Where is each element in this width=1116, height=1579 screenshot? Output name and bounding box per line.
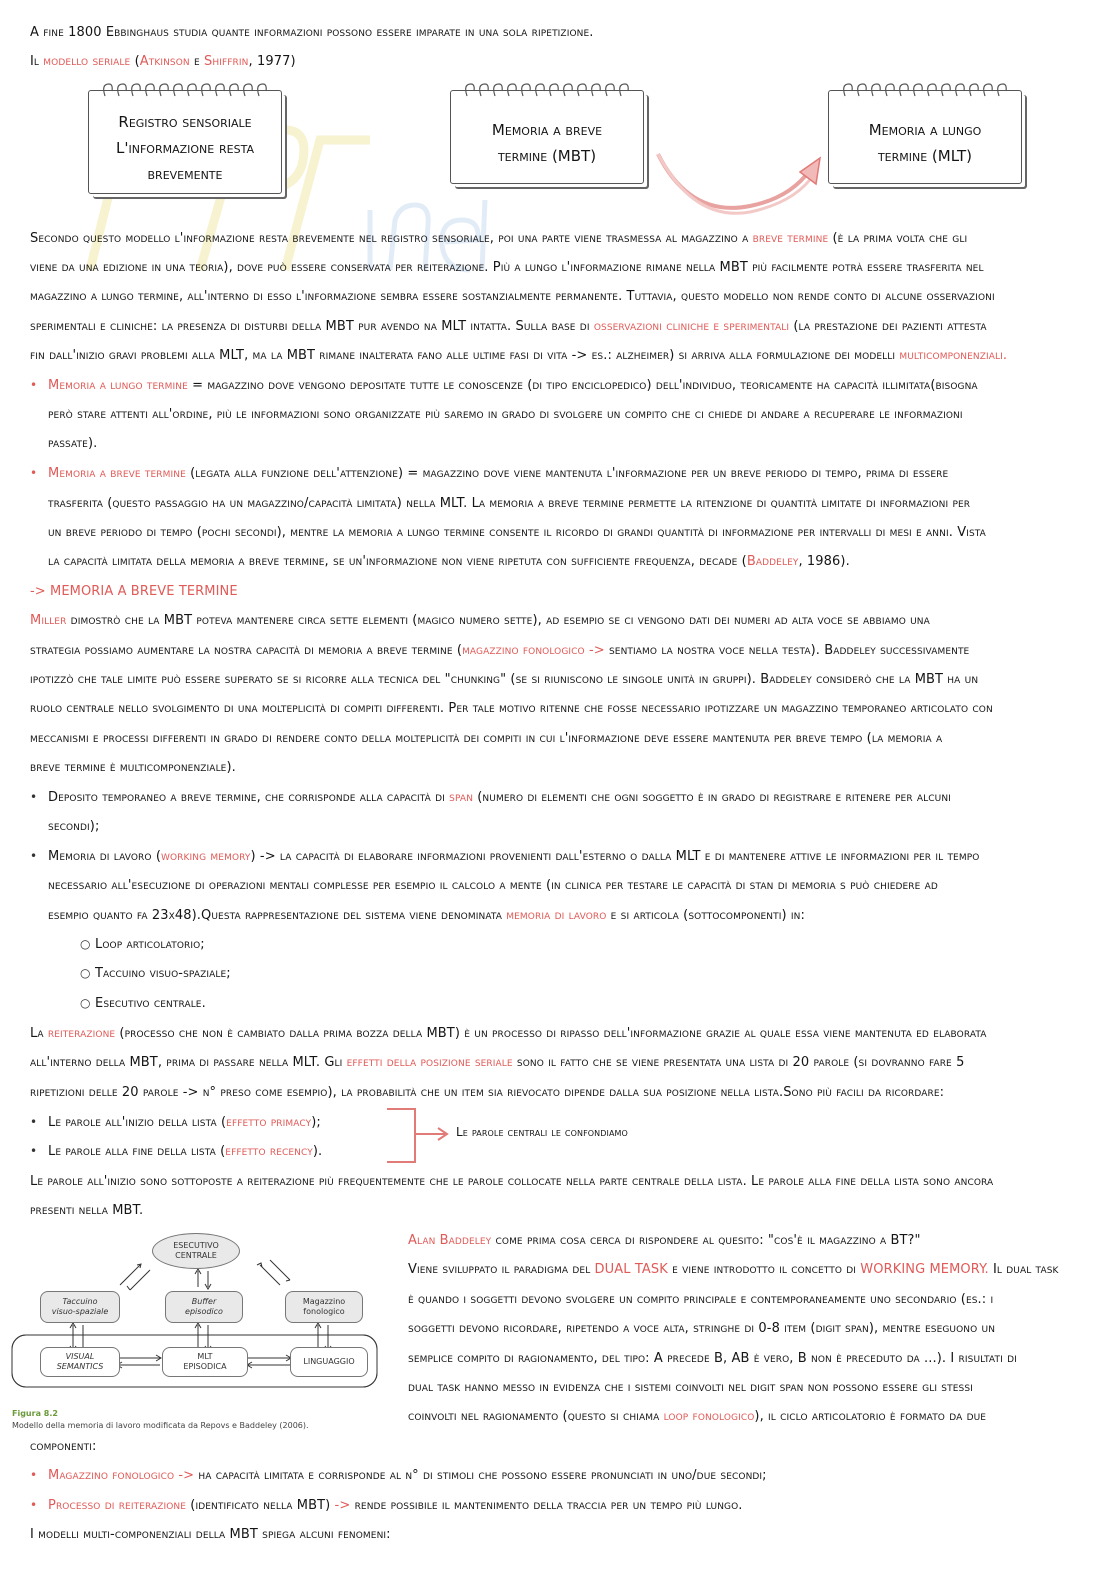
baddeley-line8: componenti: (30, 1439, 97, 1454)
baddeley-line2: Viene sviluppato il paradigma del DUAL TASK e viene introdotto il concetto di WORKING MEMORY. Il dual task (408, 1262, 1059, 1277)
box2-line1: Memoria a breve (491, 121, 603, 139)
baddeley-line6: dual task hanno messo in evidenza che i sistemi coinvolti nel digit span non possono essere gli stessi (408, 1380, 973, 1395)
spiral-rings-icon (839, 82, 1009, 98)
circle-bullet-icon: ○ (80, 937, 91, 951)
working-memory-figure (10, 1225, 390, 1430)
para2-line2: strategia possiamo aumentare la nostra capacità di memoria a breve termine (magazzino fonologico -> sentiamo la nostra voce nella testa). Baddeley successivamente (30, 643, 970, 658)
last-line: I modelli multi-componenziali della MBT spiega alcuni fenomeni: (30, 1527, 391, 1542)
para2-line5: meccanismi e processi differenti in grado di rendere conto della molteplicità dei compiti in cui l'informazione deve essere mantenuta per breve tempo (la memoria a (30, 731, 943, 746)
mlt-line3: passate). (48, 436, 98, 451)
bullet-icon: • (30, 790, 38, 804)
bullet-icon: • (30, 378, 38, 392)
deposito-line2: secondi); (48, 819, 100, 834)
para2-line4: ruolo centrale nello svolgimento di una molteplicità di compiti differenti. Per tale motivo ritenne che fosse necessario ipotizzare un magazzino temporaneo articolato con (30, 701, 993, 716)
intro-line-1: A fine 1800 Ebbinghaus studia quante informazioni possono essere imparate in una sola ripetizione. (30, 25, 594, 40)
baddeley-line4: soggetti devono ricordare, ripetendo a voce alta, stringhe di 0-8 item (digit span), mentre eseguono un (408, 1321, 996, 1336)
para1-line4: sperimentali e cliniche: la presenza di disturbi della MBT pur avendo na MLT intatta. Sulla base di osservazioni cliniche e sperimentali (la prestazione dei pazienti attesta (30, 319, 987, 334)
component-reiterazione: Processo di reiterazione (identificato nella MBT) -> rende possibile il mantenimento della traccia per un tempo più lungo. (48, 1498, 743, 1513)
spiral-rings-icon (99, 82, 269, 98)
box2-line2: termine (MBT) (497, 147, 597, 165)
node-linguaggio: LINGUAGGIO (290, 1347, 368, 1377)
box-mbt (450, 90, 644, 184)
box-mlt (828, 90, 1022, 184)
bullet-icon: • (30, 1115, 38, 1129)
circle-bullet-icon: ○ (80, 996, 91, 1010)
node-esecutivo-centrale: ESECUTIVO CENTRALE (152, 1233, 240, 1269)
para2-line6: breve termine è multicomponenziale). (30, 760, 236, 775)
para1-line3: magazzino a lungo termine, all'interno di esso l'informazione sembra essere sostanzialmente permanente. Tuttavia, questo modello non rende conto di alcune osservazioni (30, 289, 995, 304)
box3-line2: termine (MLT) (877, 147, 973, 165)
lavoro-line2: necessario all'esecuzione di operazioni mentali complesse per esempio il calcolo a mente (in clinica per testare le capacità di stan di memoria s può chiedere ad (48, 878, 938, 893)
node-magazzino: Magazzino fonologico (285, 1291, 363, 1323)
box-registro-sensoriale (88, 90, 282, 194)
sub-item-taccuino: Taccuino visuo-spaziale; (95, 966, 231, 981)
curved-arrow-icon (650, 140, 830, 230)
mlt-line2: però stare attenti all'ordine, più le informazioni sono organizzate più saremo in grado di svolgere un compito che ci chiede di andare a recuperare le informazioni (48, 407, 963, 422)
reiter-line2: all'interno della MBT, prima di passare nella MLT. Gli effetti della posizione seriale sono il fatto che se viene presentata una lista di 20 parole (si dovranno fare 5 (30, 1055, 965, 1070)
sub-item-loop: Loop articolatorio; (95, 937, 205, 952)
mbt-line1: Memoria a breve termine (legata alla funzione dell'attenzione) = magazzino dove viene mantenuta l'informazione per un breve periodo di tempo, prima di essere (48, 466, 949, 481)
box3-line1: Memoria a lungo (868, 121, 982, 139)
reiter-line5: presenti nella MBT. (30, 1203, 144, 1218)
deposito-line1: Deposito temporaneo a breve termine, che corrisponde alla capacità di span (numero di elementi che ogni soggetto è in grado di registrare e ritenere per alcuni (48, 790, 951, 805)
para1-line2: viene da una edizione in una teoria), dove può essere conservata per reiterazione. Più a lungo l'informazione rimane nella MBT più facilmente potrà essere trasferita nel (30, 260, 984, 275)
figure-caption-title: Figura 8.2 (12, 1409, 58, 1418)
reiter-line1: La reiterazione (processo che non è cambiato dalla prima bozza della MBT) è un processo di ripasso dell'informazione grazie al quale essa viene mantenuta ed elaborata (30, 1026, 987, 1041)
para1-line5: fin dall'inizio gravi problemi alla MLT, ma la MBT rimane inalterata fano alle ultime fasi di vita -> es.: alzheimer) si arriva alla formulazione dei modelli multicomponenziali. (30, 348, 1008, 363)
reiter-side-note: Le parole centrali le confondiamo (456, 1125, 628, 1139)
mbt-line4: la capacità limitata della memoria a breve termine, se un'informazione non viene ripetuta con sufficiente frequenza, decade (Baddeley, 1986). (48, 554, 850, 569)
node-mlt-episodica: MLT EPISODICA (162, 1347, 248, 1377)
figure-caption-text: Modello della memoria di lavoro modificata da Repovs e Baddeley (2006). (12, 1421, 309, 1430)
bullet-icon: • (30, 1498, 38, 1512)
reiter-bullet-primacy: Le parole all'inizio della lista (effetto primacy); (48, 1115, 321, 1130)
bullet-icon: • (30, 1144, 38, 1158)
node-buffer: Buffer episodico (165, 1291, 243, 1323)
box1-line3: brevemente (147, 165, 223, 183)
bullet-icon: • (30, 849, 38, 863)
mbt-line3: un breve periodo di tempo (pochi secondi), mentre la memoria a lungo termine consente il ricordo di grandi quantità di informazione per intervalli di mesi e anni. Vista (48, 525, 986, 540)
bracket-arrow-icon (385, 1106, 455, 1166)
mlt-line1: Memoria a lungo termine = magazzino dove vengono depositate tutte le conoscenze (di tipo enciclopedico) dell'individuo, teoricamente ha capacità illimitata(bisogna (48, 378, 978, 393)
bullet-icon: • (30, 1468, 38, 1482)
para2-line1: Miller dimostrò che la MBT poteva mantenere circa sette elementi (magico numero sette), ad esempio se ci vengono dati dei numeri ad alta voce se abbiamo una (30, 613, 930, 628)
spiral-rings-icon (461, 82, 631, 98)
para1-line1: Secondo questo modello l'informazione resta brevemente nel registro sensoriale, poi una parte viene trasmessa al magazzino a breve termine (è la prima volta che gli (30, 231, 968, 246)
intro-line-2: Il modello seriale (Atkinson e Shiffrin, 1977) (30, 54, 296, 69)
mbt-line2: trasferita (questo passaggio ha un magazzino/capacità limitata) nella MLT. La memoria a breve termine permette la ritenzione di quantità limitate di informazioni per (48, 496, 971, 511)
lavoro-line3: esempio quanto fa 23x48).Questa rappresentazione del sistema viene denominata memoria di lavoro e si articola (sottocomponenti) in: (48, 908, 805, 923)
sub-item-esecutivo: Esecutivo centrale. (95, 996, 206, 1011)
lavoro-line1: Memoria di lavoro (working memory) -> la capacità di elaborare informazioni provenienti dall'esterno o dalla MLT e di mantenere attive le informazioni per il tempo (48, 849, 980, 864)
box1-line2: L'informazione resta (116, 139, 254, 157)
reiter-line4: Le parole all'inizio sono sottoposte a reiterazione più frequentemente che le parole collocate nella parte centrale della lista. Le parole alla fine della lista sono ancora (30, 1174, 994, 1189)
reiter-line3: ripetizioni delle 20 parole -> n° preso come esempio), la probabilità che un item sia rievocato dipende dalla sua posizione nella lista.Sono più facili da ricordare: (30, 1085, 945, 1100)
baddeley-line3: è quando i soggetti devono svolgere un compito principale e contemporaneamente uno secondario (es.: i (408, 1292, 994, 1307)
para2-line3: ipotizzò che tale limite può essere superato se si ricorre alla tecnica del "chunking" (se si riuniscono le singole unità in gruppi). Baddeley considerò che la MBT ha un (30, 672, 979, 687)
section-title: -> MEMORIA A BREVE TERMINE (30, 584, 238, 599)
circle-bullet-icon: ○ (80, 966, 91, 980)
node-visual-semantics: VISUAL SEMANTICS (40, 1347, 120, 1377)
baddeley-line1: Alan Baddeley come prima cosa cerca di rispondere al quesito: "cos'è il magazzino a BT?" (408, 1233, 921, 1248)
baddeley-line7: coinvolti nel ragionamento (questo si chiama loop fonologico), il ciclo articolatorio è formato da due (408, 1409, 987, 1424)
bullet-icon: • (30, 466, 38, 480)
reiter-bullet-recency: Le parole alla fine della lista (effetto recency). (48, 1144, 323, 1159)
node-taccuino: Taccuino visuo-spaziale (40, 1291, 120, 1323)
baddeley-line5: semplice compito di ragionamento, del tipo: A precede B, AB è vero, B non è preceduto da ...). I risultati di (408, 1351, 1017, 1366)
box1-line1: Registro sensoriale (118, 113, 252, 131)
component-magazzino: Magazzino fonologico -> ha capacità limitata e corrisponde al n° di stimoli che possono essere pronunciati in uno/due secondi; (48, 1468, 767, 1483)
